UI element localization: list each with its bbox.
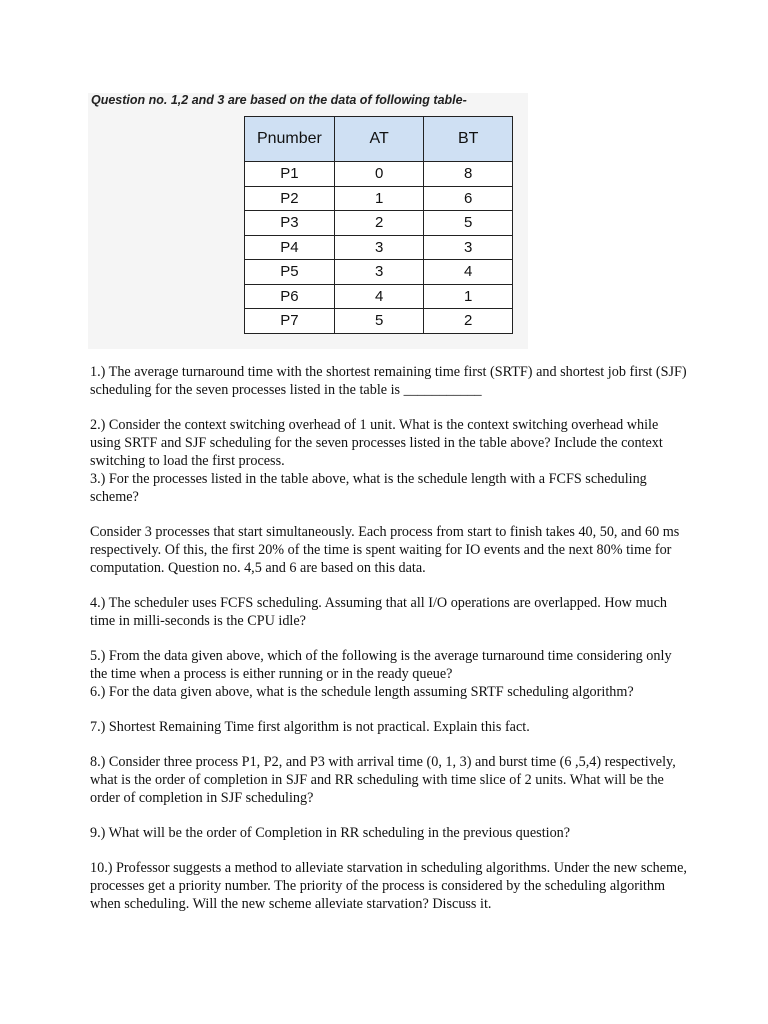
cell-pnumber: P1 (245, 162, 335, 187)
question-5: 5.) From the data given above, which of the following is the average turnaround time considering only the time when a process is either running or in the ready queue? (90, 648, 672, 682)
cell-pnumber: P2 (245, 186, 335, 211)
question-2: 2.) Consider the context switching overhead of 1 unit. What is the context switching overhead while using SRTF and SJF scheduling for the seven processes listed in the table above? Include the context switching to load the first process. (90, 417, 663, 469)
question-1: 1.) The average turnaround time with the shortest remaining time first (SRTF) and shortest job first (SJF) scheduling for the seven processes listed in the table is ___________ (90, 364, 687, 398)
questions-section (90, 363, 690, 913)
cell-at: 2 (334, 211, 424, 236)
cell-pnumber: P5 (245, 260, 335, 285)
table-row (245, 235, 513, 260)
header-bt: BT (424, 117, 513, 162)
cell-bt: 2 (424, 309, 513, 334)
table-row (245, 211, 513, 236)
cell-at: 4 (334, 284, 424, 309)
question-8: 8.) Consider three process P1, P2, and P3 with arrival time (0, 1, 3) and burst time (6 ,5,4) respectively, what is the order of completion in SJF and RR scheduling with time slice of 2 units. What will be the order of completion in SJF scheduling? (90, 754, 676, 806)
table-row (245, 260, 513, 285)
cell-bt: 3 (424, 235, 513, 260)
cell-bt: 8 (424, 162, 513, 187)
cell-at: 1 (334, 186, 424, 211)
table-row (245, 309, 513, 334)
question-9: 9.) What will be the order of Completion in RR scheduling in the previous question? (90, 825, 571, 841)
cell-bt: 4 (424, 260, 513, 285)
question-10: 10.) Professor suggests a method to alleviate starvation in scheduling algorithms. Under the new scheme, processes get a priority number. The priority of the process is considered by the scheduling algorithm when scheduling. Will the new scheme alleviate starvation? Discuss it. (90, 860, 687, 912)
cell-at: 5 (334, 309, 424, 334)
table-row (245, 162, 513, 187)
process-table (244, 116, 513, 334)
cell-pnumber: P3 (245, 211, 335, 236)
header-at: AT (334, 117, 424, 162)
table-row (245, 284, 513, 309)
figure-panel-blank (528, 93, 680, 349)
question-3: 3.) For the processes listed in the table above, what is the schedule length with a FCFS scheduling scheme? (90, 471, 647, 505)
scenario-intro: Consider 3 processes that start simultaneously. Each process from start to finish takes 40, 50, and 60 ms respectively. Of this, the first 20% of the time is spent waiting for IO events and the next 80% time for computation. Question no. 4,5 and 6 are based on this data. (90, 524, 680, 576)
cell-pnumber: P6 (245, 284, 335, 309)
cell-at: 3 (334, 235, 424, 260)
cell-bt: 5 (424, 211, 513, 236)
question-7: 7.) Shortest Remaining Time first algorithm is not practical. Explain this fact. (90, 719, 530, 735)
question-6: 6.) For the data given above, what is the schedule length assuming SRTF scheduling algorithm? (90, 684, 634, 700)
table-row (245, 186, 513, 211)
cell-at: 3 (334, 260, 424, 285)
header-pnumber: Pnumber (245, 117, 335, 162)
question-4: 4.) The scheduler uses FCFS scheduling. Assuming that all I/O operations are overlapped. How much time in milli-seconds is the CPU idle? (90, 595, 667, 629)
cell-pnumber: P7 (245, 309, 335, 334)
cell-pnumber: P4 (245, 235, 335, 260)
table-header-row (245, 117, 513, 162)
cell-at: 0 (334, 162, 424, 187)
cell-bt: 1 (424, 284, 513, 309)
cell-bt: 6 (424, 186, 513, 211)
figure-heading: Question no. 1,2 and 3 are based on the data of following table- (91, 93, 467, 107)
